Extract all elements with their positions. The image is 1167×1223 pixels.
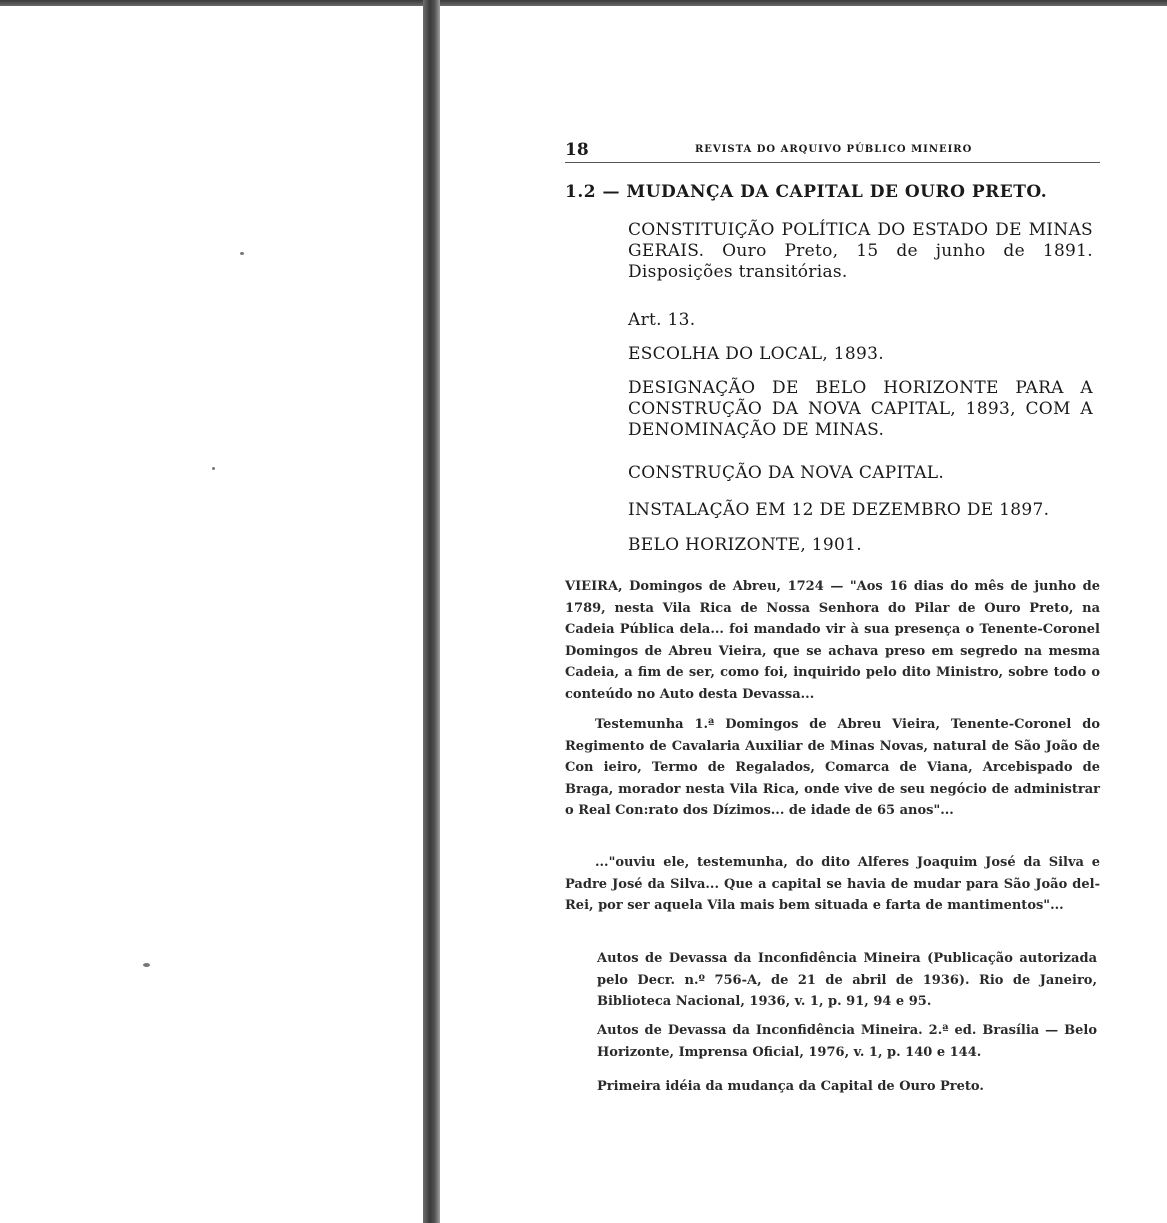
paragraph-testimony: ..."ouviu ele, testemunha, do dito Alferes Joaquim José da Silva e Padre José da Silva... Que a capital se havia de mudar para São João del-Rei, por ser aquela Vila mais bem situada e farta de mantimentos"... xyxy=(565,855,1100,913)
book-gutter xyxy=(423,0,440,1223)
entry-site-selection: ESCOLHA DO LOCAL, 1893. xyxy=(628,344,884,364)
paragraph-vieira: VIEIRA, Domingos de Abreu, 1724 — "Aos 16 dias do mês de junho de 1789, nesta Vila Rica de Nossa Senhora do Pilar de Ouro Preto, na Cadeia Pública dela... foi mandado vir à sua presença o Tenente-Coronel Domingos de Abreu Vieira, que se achava preso em segredo na mesma Cadeia, a fim de ser, como foi, inquirido pelo dito Ministro, sobre todo o conteúdo no Auto desta Devassa... xyxy=(565,579,1100,702)
citation-first-idea: Primeira idéia da mudança da Capital de Ouro Preto. xyxy=(597,1079,984,1094)
entry-constitution: CONSTITUIÇÃO POLÍTICA DO ESTADO DE MINAS GERAIS. Ouro Preto, 15 de junho de 1891. Disposições transitórias. xyxy=(628,220,1093,282)
running-head: REVISTA DO ARQUIVO PÚBLICO MINEIRO xyxy=(695,144,973,155)
entry-article: Art. 13. xyxy=(628,310,696,330)
scan-speck xyxy=(143,963,150,967)
section-title: 1.2 — MUDANÇA DA CAPITAL DE OURO PRETO. xyxy=(565,182,1048,202)
entry-belo-horizonte: BELO HORIZONTE, 1901. xyxy=(628,535,862,555)
scan-speck xyxy=(212,467,215,470)
document-page xyxy=(565,140,1100,1094)
citation-autos-1936: Autos de Devassa da Inconfidência Mineira (Publicação autorizada pelo Decr. n.º 756-A, de 21 de abril de 1936). Rio de Janeiro, Biblioteca Nacional, 1936, v. 1, p. 91, 94 e 95. xyxy=(597,951,1097,1009)
page-number: 18 xyxy=(565,140,589,160)
entry-installation: INSTALAÇÃO EM 12 DE DEZEMBRO DE 1897. xyxy=(628,500,1050,520)
entry-designation: DESIGNAÇÃO DE BELO HORIZONTE PARA A CONSTRUÇÃO DA NOVA CAPITAL, 1893, COM A DENOMINAÇÃO DE MINAS. xyxy=(628,378,1093,440)
entry-construction: CONSTRUÇÃO DA NOVA CAPITAL. xyxy=(628,463,945,483)
citation-autos-1976: Autos de Devassa da Inconfidência Mineira. 2.ª ed. Brasília — Belo Horizonte, Imprensa Oficial, 1976, v. 1, p. 140 e 144. xyxy=(597,1023,1097,1060)
page-header xyxy=(565,140,1100,163)
scan-speck xyxy=(240,252,244,255)
paragraph-witness: Testemunha 1.ª Domingos de Abreu Vieira, Tenente-Coronel do Regimento de Cavalaria Auxiliar de Minas Novas, natural de São João de Con ieiro, Termo de Regalados, Comarca de Viana, Arcebispado de Braga, morador nesta Vila Rica, onde vive de seu negócio de administrar o Real Con:rato dos Dízimos... de idade de 65 anos"... xyxy=(565,717,1100,818)
scan-top-edge xyxy=(0,0,1167,6)
